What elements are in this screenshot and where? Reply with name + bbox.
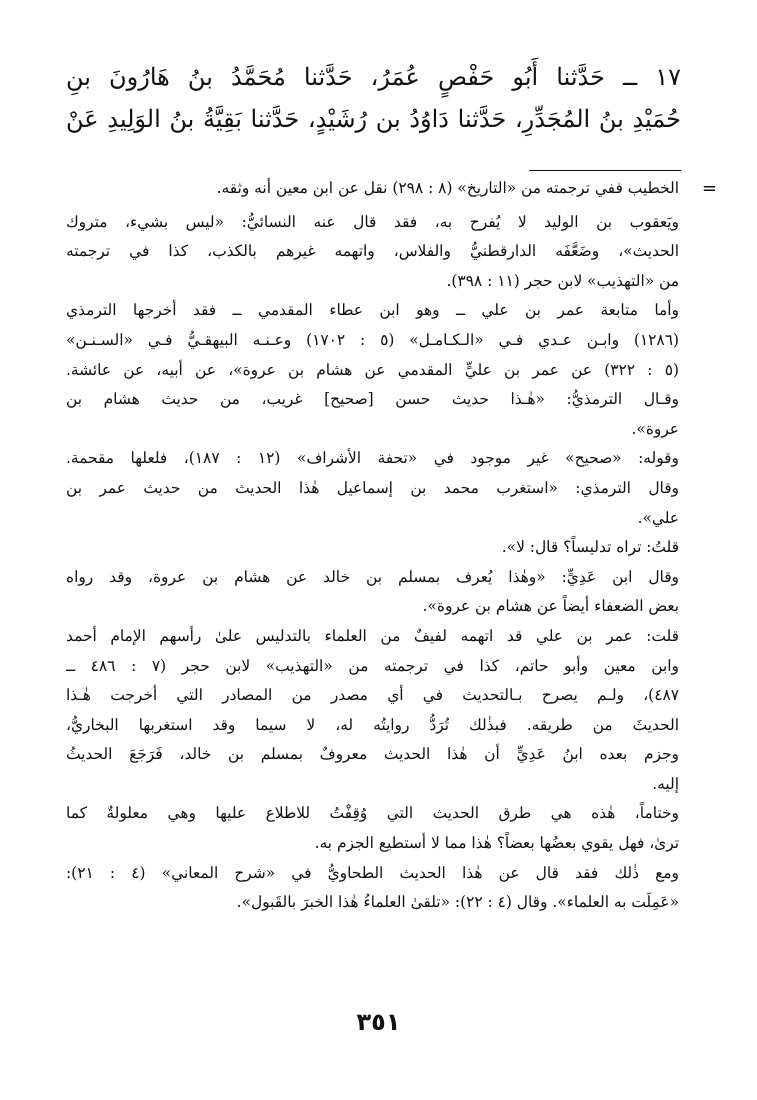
footnote-line: الخطيب ففي ترجمته من «التاريخ» (٨ : ٢٩٨) نقل عن ابن معين أنه وثقه. [216, 179, 679, 197]
footnote-line: ترىٰ، فهل يقوي بعضُها بعضاً؟ هٰذا مما لا أستطيع الجزم به. [314, 834, 679, 853]
footnote-line: علي». [637, 508, 679, 527]
footnote-line: «عَمِلَت به العلماء». وقال (٤ : ٢٢): «تلقىٰ العلماءُ هٰذا الخبرَ بالقَبول». [236, 893, 679, 912]
footnote-separator [529, 170, 681, 171]
footnote-line: ويَعقوب بن الوليد لا يُفرح به، فقد قال عنه النسائيُّ: «ليس بشيء، متروك [66, 212, 679, 231]
footnote-line: وقوله: «صحيح» غير موجود في «تحفة الأشراف» (١٢ : ١٨٧)، فلعلها مقحمة. [66, 449, 679, 468]
footnote-line: الحديث»، وضَعَّفَه الدارقطنيُّ والفلاس، واتهمه غيرهم بالكذب، كذا في ترجمته [66, 242, 679, 261]
footnote-line: بعض الضعفاء أيضاً عن هشام بن عروة». [422, 597, 679, 616]
footnote-line: وقـال الترمذيُّ: «هٰـذا حديث حسن [صحيح] غريب، من حديث هشام بن [66, 390, 679, 409]
footnote-line: ومع ذٰلك فقد قال عن هٰذا الحديث الطحاويُّ في «شرح المعاني» (٤ : ٢١): [66, 863, 679, 882]
footnote-line: قلتُ: تراه تدليساً؟ قال: لا». [501, 538, 679, 557]
footnote-line: وختاماً، هٰذه هي طرق الحديث التي وُقِفْتُ للاطلاع عليها وهي معلولةٌ كما [66, 804, 679, 823]
footnote-line: من «التهذيب» لابن حجر (١١ : ٣٩٨). [446, 271, 679, 290]
footnote-line: وأما متابعة عمر بن علي ــ وهو ابن عطاء المقدمي ــ فقد أخرجها الترمذي [66, 301, 679, 320]
footnote-line: الحديثَ من طريقه. فبذٰلك تُرَدُّ روايتُه له، لا سيما وقد استغربها البخاريُّ، [66, 715, 679, 734]
footnote-line: وقال ابن عَدِيٍّ: «وهٰذا يُعرف بمسلم بن خالد عن هشام بن عروة، وقد رواه [66, 567, 679, 586]
footnotes [66, 174, 679, 918]
footnote-line: (٥ : ٣٢٢) عن عمر بن عليٍّ المقدمي عن هشام بن عروة»، عن أبيه، عن عائشة. [66, 360, 679, 379]
footnote-line: (١٢٨٦) وابـن عـدي فـي «الـكـامـل» (٥ : ١٧٠٢) وعـنـه البيهقـيُّ فـي «السـنـن» [66, 330, 679, 349]
hadith-line: حُمَيْدِ بنُ المُجَدِّرِ، حَدَّثنا دَاوُدُ بن رُشَيْدٍ، حَدَّثنا بَقِيَّةُ بنُ الوَلِيدِ عَنْ [66, 105, 681, 133]
footnote-line: قلت: عمر بن علي قد اتهمه لفيفٌ من العلماء بالتدليس علىٰ رأسهم الإمام أحمد [66, 626, 679, 645]
continuation-mark: = [701, 178, 717, 199]
footnote-line: ٤٨٧)، ولـم يصرح بـالتحديث في أي مصدر من المصادر التي أخرجت هٰـذا [66, 686, 679, 705]
footnote-line: إليه. [652, 774, 679, 793]
page-number: ٣٥١ [356, 1008, 401, 1036]
footnote-line: وابن معين وأبو حاتم، كذا في ترجمته من «التهذيب» لابن حجر (٧ : ٤٨٦ ــ [66, 656, 679, 675]
footnote-line: عروة». [631, 419, 679, 438]
hadith-text [66, 56, 681, 140]
hadith-line: ١٧ ــ حَدَّثنا أَبُو حَفْصٍ عُمَرُ، حَدَّثنا مُحَمَّدُ بنُ هَارُونَ بنِ [66, 63, 681, 91]
footnote-line: وجزم بعده ابنُ عَدِيٍّ أن هٰذا الحديث معروفٌ بمسلم بن خالد، فَرَجَعَ الحديثُ [66, 745, 679, 764]
footnote-line: وقال الترمذي: «استغرب محمد بن إسماعيل هٰذا الحديث من حديث عمر بن [66, 478, 679, 497]
